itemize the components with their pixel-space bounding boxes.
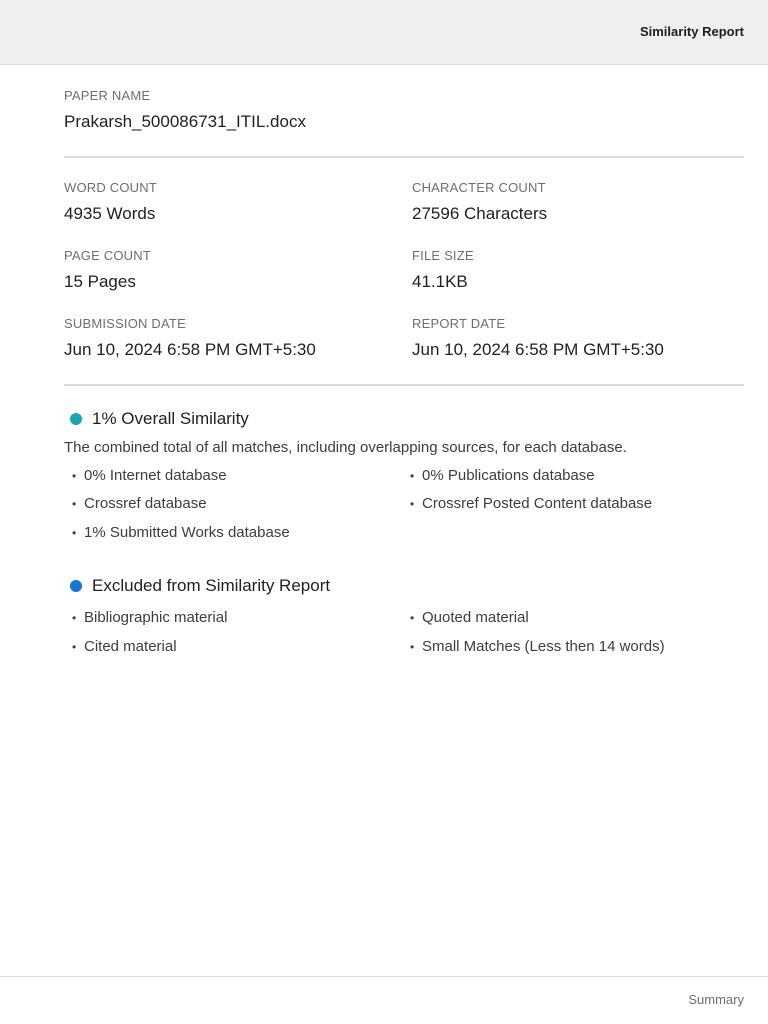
submission-date-label: SUBMISSION DATE <box>64 316 186 331</box>
header-bar <box>0 0 768 65</box>
paper-name-value: Prakarsh_500086731_ITIL.docx <box>64 112 306 131</box>
divider <box>64 384 744 386</box>
list-item: • 0% Internet database <box>72 467 227 484</box>
list-item: • Bibliographic material <box>72 609 228 626</box>
bullet-icon: • <box>72 496 77 511</box>
bullet-icon: • <box>72 610 77 625</box>
bullet-icon: • <box>72 639 77 654</box>
list-item: • 0% Publications database <box>410 467 595 484</box>
page-count-value: 15 Pages <box>64 272 136 291</box>
character-count-block <box>412 180 547 224</box>
submission-date-value: Jun 10, 2024 6:58 PM GMT+5:30 <box>64 340 316 359</box>
bullet-icon: • <box>410 468 415 483</box>
word-count-label: WORD COUNT <box>64 180 157 195</box>
page-count-block <box>64 248 151 292</box>
paper-name-label: PAPER NAME <box>64 88 151 103</box>
report-date-block <box>412 316 664 360</box>
bullet-icon: • <box>72 468 77 483</box>
bullet-icon: • <box>72 525 77 540</box>
file-size-block <box>412 248 474 292</box>
character-count-label: CHARACTER COUNT <box>412 180 546 195</box>
divider <box>64 156 744 158</box>
list-item: • Crossref database <box>72 495 207 512</box>
similarity-heading <box>70 409 249 429</box>
excluded-dot-icon <box>70 580 82 592</box>
list-item: • Small Matches (Less then 14 words) <box>410 638 665 655</box>
bullet-icon: • <box>410 610 415 625</box>
bullet-icon: • <box>410 496 415 511</box>
submission-date-block <box>64 316 316 360</box>
character-count-value: 27596 Characters <box>412 204 548 223</box>
list-item: • Crossref Posted Content database <box>410 495 653 512</box>
word-count-block <box>64 180 157 224</box>
word-count-value: 4935 Words <box>64 204 156 223</box>
report-date-value: Jun 10, 2024 6:58 PM GMT+5:30 <box>412 340 664 359</box>
bullet-icon: • <box>410 639 415 654</box>
paper-name-block <box>64 88 306 132</box>
list-item: • Quoted material <box>410 609 529 626</box>
excluded-title: Excluded from Similarity Report <box>92 576 331 595</box>
footer-summary-label: Summary <box>688 992 744 1007</box>
file-size-label: FILE SIZE <box>412 248 474 263</box>
similarity-description: The combined total of all matches, including overlapping sources, for each database. <box>64 439 627 456</box>
similarity-title: 1% Overall Similarity <box>92 409 249 428</box>
similarity-dot-icon <box>70 413 82 425</box>
report-title: Similarity Report <box>639 24 744 39</box>
excluded-heading <box>70 576 330 596</box>
footer-divider <box>0 976 768 977</box>
list-item: • 1% Submitted Works database <box>72 524 290 541</box>
file-size-value: 41.1KB <box>412 272 468 291</box>
report-date-label: REPORT DATE <box>412 316 506 331</box>
page-count-label: PAGE COUNT <box>64 248 151 263</box>
list-item: • Cited material <box>72 638 177 655</box>
